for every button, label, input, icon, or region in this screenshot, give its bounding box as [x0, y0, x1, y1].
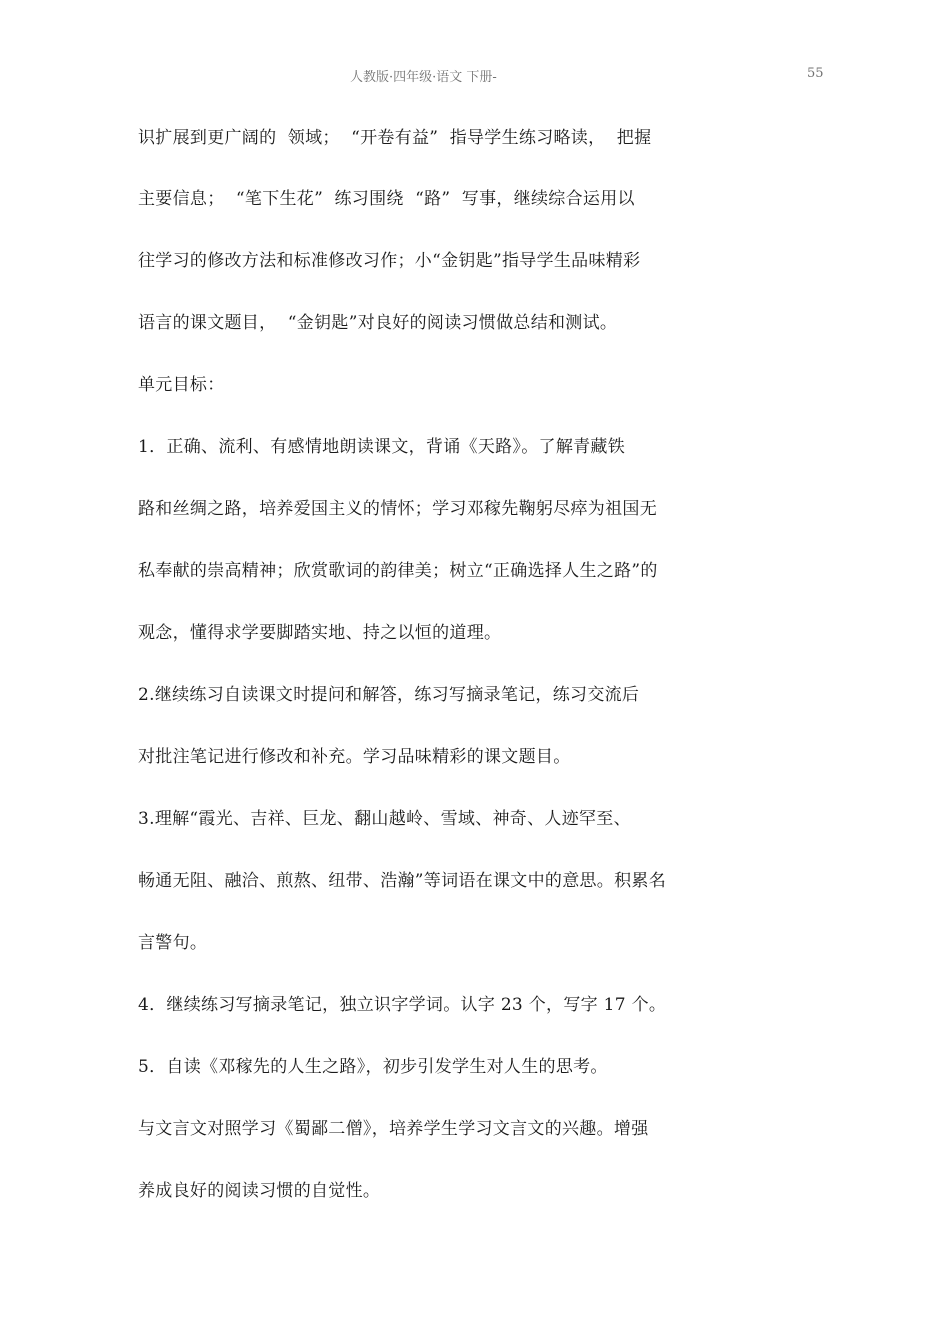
text-line: 3.理解“霞光、吉祥、巨龙、翻山越岭、雪域、神奇、人迹罕至、 — [138, 809, 631, 829]
text-line: 路和丝绸之路，培养爱国主义的情怀；学习邓稼先鞠躬尽瘁为祖国无 — [138, 499, 657, 519]
text-line: 4．继续练习写摘录笔记，独立识字学词。认字 23 个，写字 17 个。 — [138, 995, 667, 1015]
text-line: 5．自读《邓稼先的人生之路》，初步引发学生对人生的思考。 — [138, 1057, 608, 1077]
text-line: 与文言文对照学习《蜀鄙二僧》，培养学生学习文言文的兴趣。增强 — [138, 1119, 649, 1139]
text-line: 畅通无阻、融洽、煎熬、纽带、浩瀚”等词语在课文中的意思。积累名 — [138, 871, 666, 891]
header-title: 人教版·四年级·语文 下册- — [350, 70, 497, 85]
text-line: 1．正确、流利、有感情地朗读课文，背诵《天路》。了解青藏铁 — [138, 437, 626, 457]
text-line: 主要信息； “笔下生花” 练习围绕 “路” 写事，继续综合运用以 — [138, 189, 635, 209]
text-line: 养成良好的阅读习惯的自觉性。 — [138, 1181, 381, 1201]
text-line: 往学习的修改方法和标准修改习作；小“金钥匙”指导学生品味精彩 — [138, 251, 641, 271]
text-line: 语言的课文题目， “金钥匙”对良好的阅读习惯做总结和测试。 — [138, 313, 618, 333]
page-number: 55 — [807, 66, 824, 81]
text-line: 观念，懂得求学要脚踏实地、持之以恒的道理。 — [138, 623, 502, 643]
section-heading: 单元目标： — [138, 375, 225, 395]
text-line: 言警句。 — [138, 933, 208, 953]
text-line: 2.继续练习自读课文时提问和解答，练习写摘录笔记，练习交流后 — [138, 685, 640, 705]
page-header — [0, 66, 950, 86]
text-line: 对批注笔记进行修改和补充。学习品味精彩的课文题目。 — [138, 747, 571, 767]
text-line: 识扩展到更广阔的 领域； “开卷有益” 指导学生练习略读， 把握 — [138, 128, 652, 148]
text-line: 私奉献的崇高精神；欣赏歌词的韵律美；树立“正确选择人生之路”的 — [138, 561, 658, 581]
